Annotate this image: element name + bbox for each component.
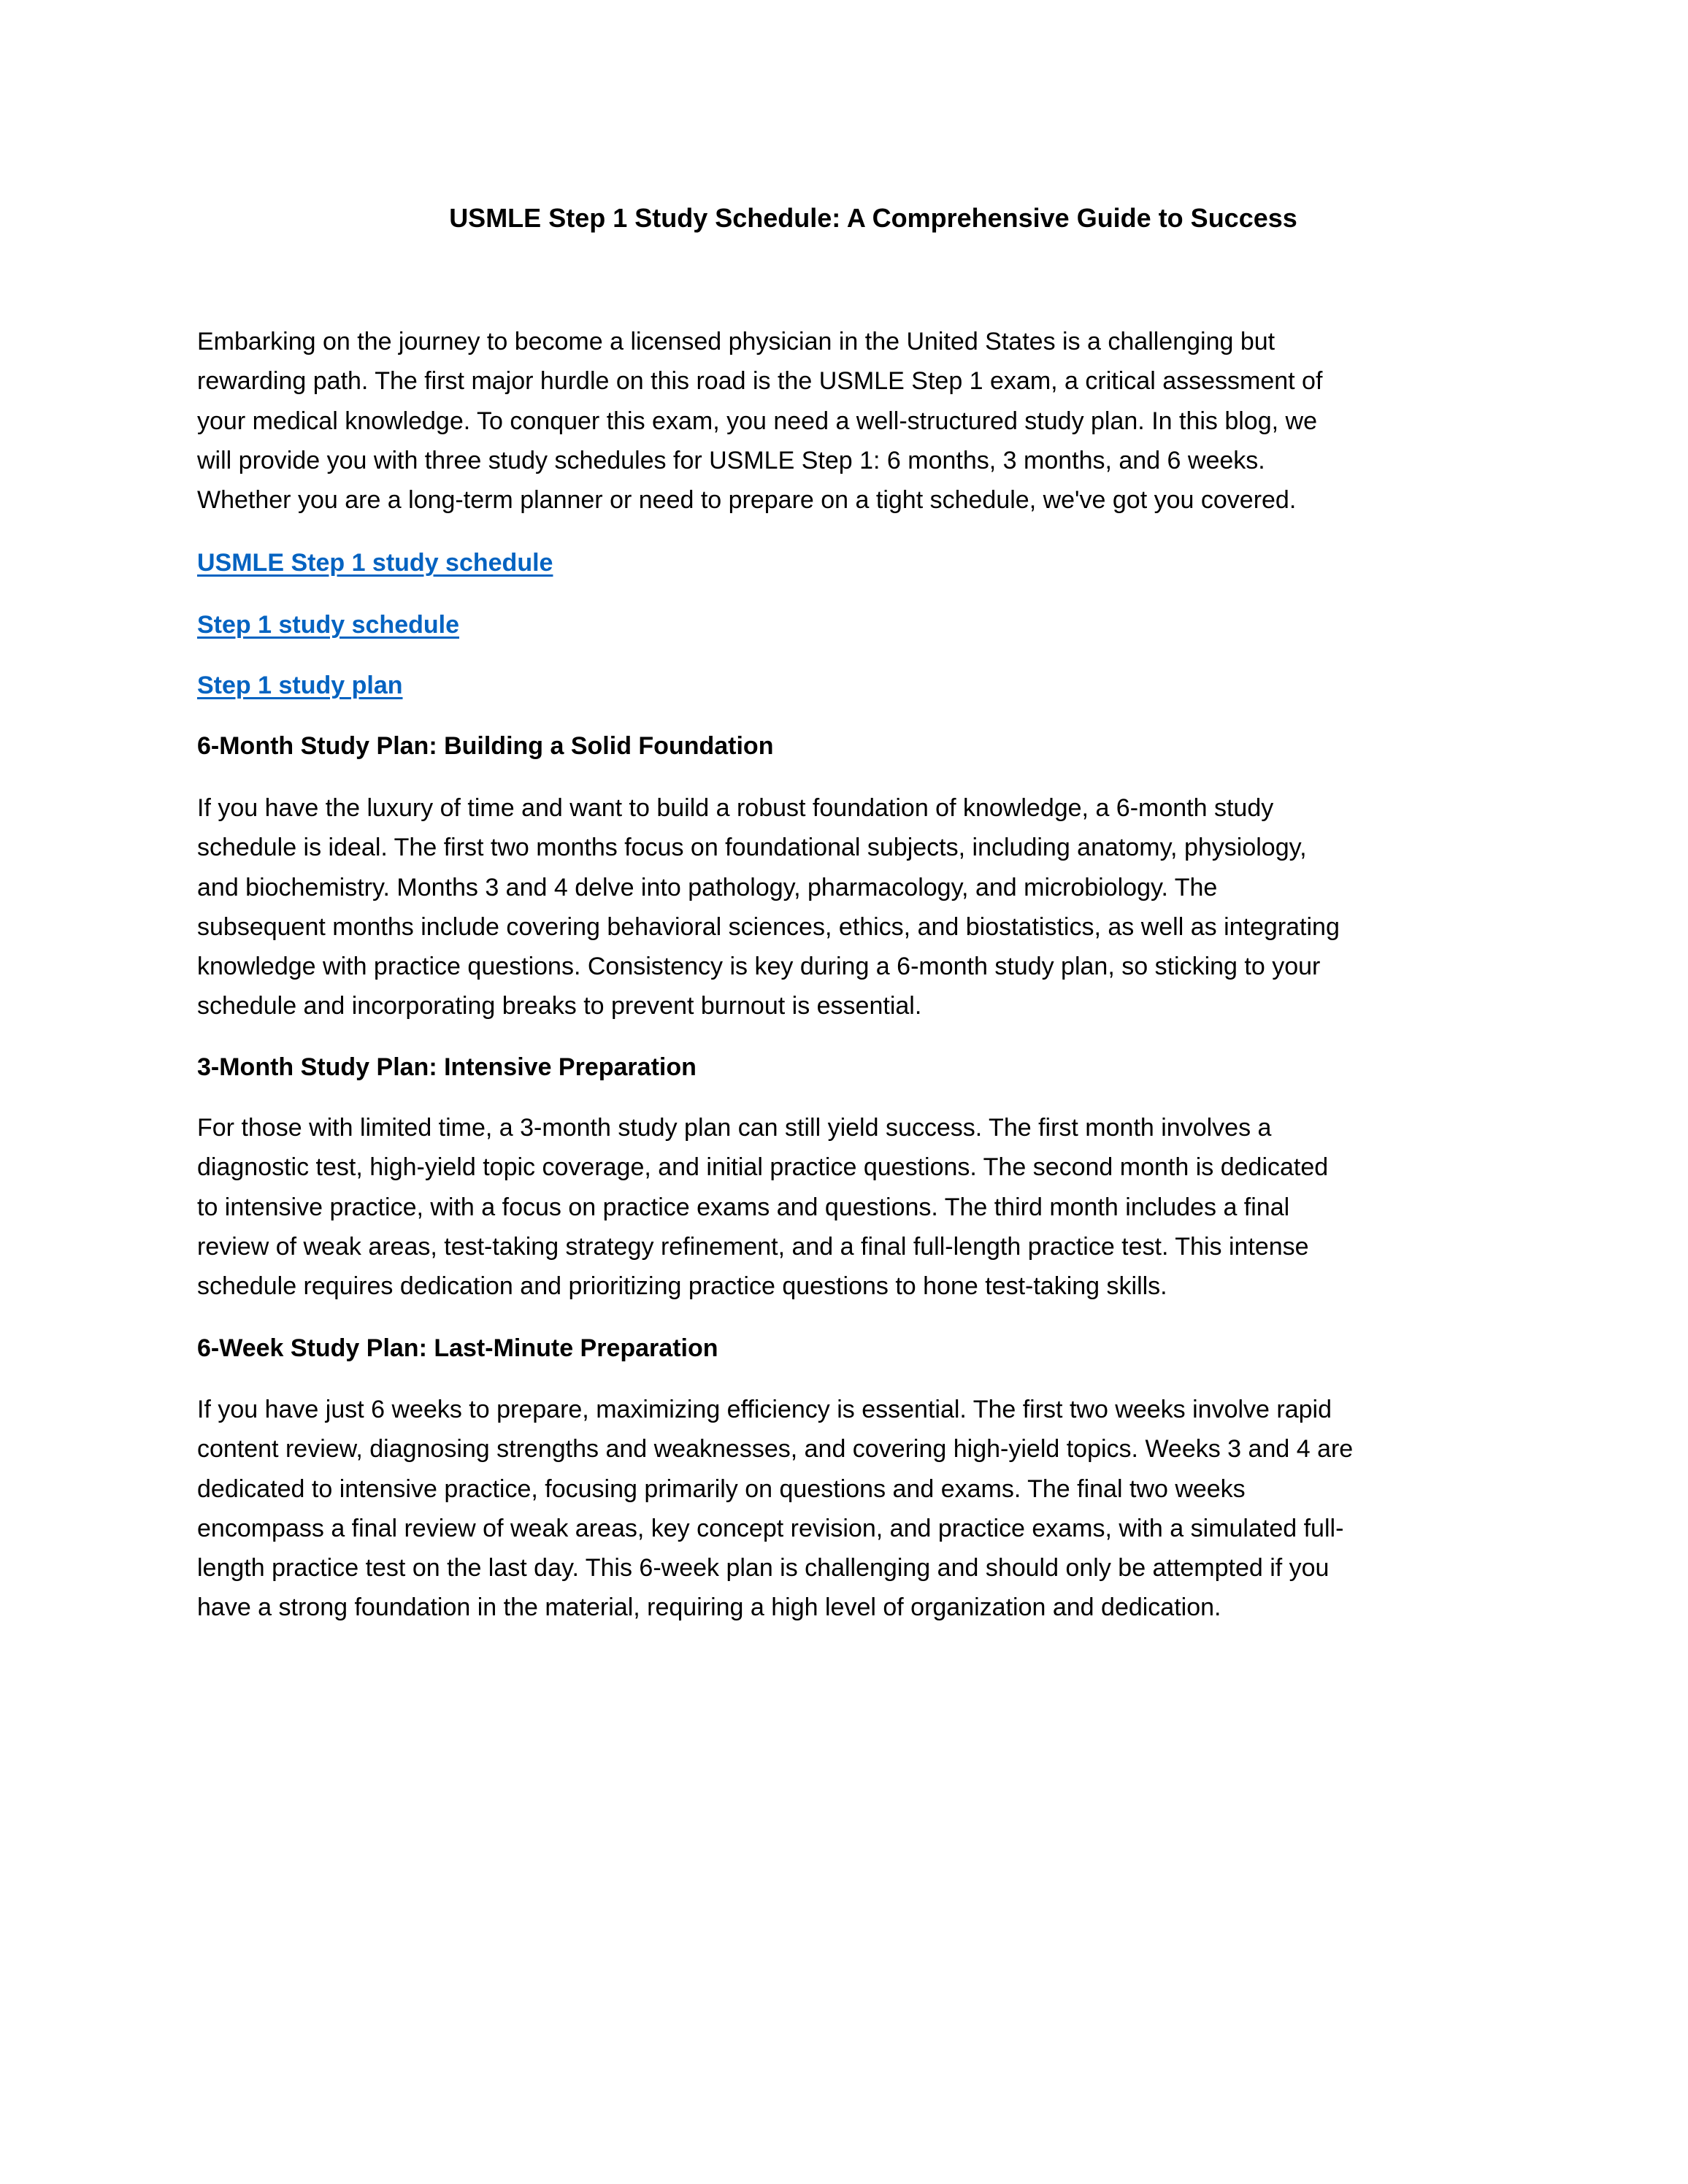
text-line: knowledge with practice questions. Consistency is key during a 6-month study plan, so sticking to your (197, 953, 1321, 981)
text-line: subsequent months include covering behavioral sciences, ethics, and biostatistics, as well as integrating (197, 912, 1340, 941)
text-line: rewarding path. The first major hurdle on this road is the USMLE Step 1 exam, a critical assessment of (197, 367, 1323, 396)
text-line: and biochemistry. Months 3 and 4 delve into pathology, pharmacology, and microbiology. The (197, 873, 1218, 901)
text-line: content review, diagnosing strengths and weaknesses, and covering high-yield topics. Weeks 3 and 4 are (197, 1435, 1354, 1464)
document-title: USMLE Step 1 Study Schedule: A Comprehensive Guide to Success (449, 203, 1297, 233)
link-usmle-step1-study-schedule[interactable]: USMLE Step 1 study schedule (197, 549, 553, 577)
text-line: schedule requires dedication and prioritizing practice questions to hone test-taking skills. (197, 1272, 1167, 1301)
text-line: Embarking on the journey to become a licensed physician in the United States is a challenging but (197, 328, 1275, 355)
section-heading-6-week: 6-Week Study Plan: Last-Minute Preparation (197, 1334, 718, 1362)
text-line: diagnostic test, high-yield topic coverage, and initial practice questions. The second month is dedicated (197, 1153, 1329, 1182)
section-heading-6-month: 6-Month Study Plan: Building a Solid Foundation (197, 732, 774, 760)
text-line: will provide you with three study schedules for USMLE Step 1: 6 months, 3 months, and 6 weeks. (197, 446, 1265, 474)
link-step1-study-schedule[interactable]: Step 1 study schedule (197, 611, 459, 639)
text-line: length practice test on the last day. This 6-week plan is challenging and should only be attempted if you (197, 1554, 1330, 1583)
text-line: to intensive practice, with a focus on practice exams and questions. The third month includes a final (197, 1193, 1290, 1221)
text-line: schedule is ideal. The first two months focus on foundational subjects, including anatomy, physiology, (197, 834, 1307, 862)
text-line: dedicated to intensive practice, focusing primarily on questions and exams. The final two weeks (197, 1474, 1246, 1503)
text-line: For those with limited time, a 3-month study plan can still yield success. The first month involves a (197, 1114, 1272, 1142)
section-paragraph-3-month (197, 1108, 1328, 1306)
text-line: Whether you are a long-term planner or need to prepare on a tight schedule, we've got you covered. (197, 486, 1297, 515)
text-line: encompass a final review of weak areas, key concept revision, and practice exams, with a simulated full- (197, 1514, 1344, 1542)
text-line: have a strong foundation in the material, requiring a high level of organization and dedication. (197, 1593, 1221, 1622)
section-paragraph-6-week (197, 1390, 1353, 1628)
intro-paragraph (197, 322, 1322, 520)
text-line: schedule and incorporating breaks to prevent burnout is essential. (197, 992, 922, 1020)
text-line: your medical knowledge. To conquer this exam, you need a well-structured study plan. In this blog, we (197, 407, 1317, 435)
section-paragraph-6-month (197, 788, 1340, 1026)
text-line: If you have the luxury of time and want to build a robust foundation of knowledge, a 6-month study (197, 794, 1274, 822)
text-line: If you have just 6 weeks to prepare, maximizing efficiency is essential. The first two weeks involve rapid (197, 1396, 1332, 1423)
text-line: review of weak areas, test-taking strategy refinement, and a final full-length practice test. This intense (197, 1232, 1309, 1261)
section-heading-3-month: 3-Month Study Plan: Intensive Preparation (197, 1053, 697, 1081)
link-step1-study-plan[interactable]: Step 1 study plan (197, 672, 403, 699)
